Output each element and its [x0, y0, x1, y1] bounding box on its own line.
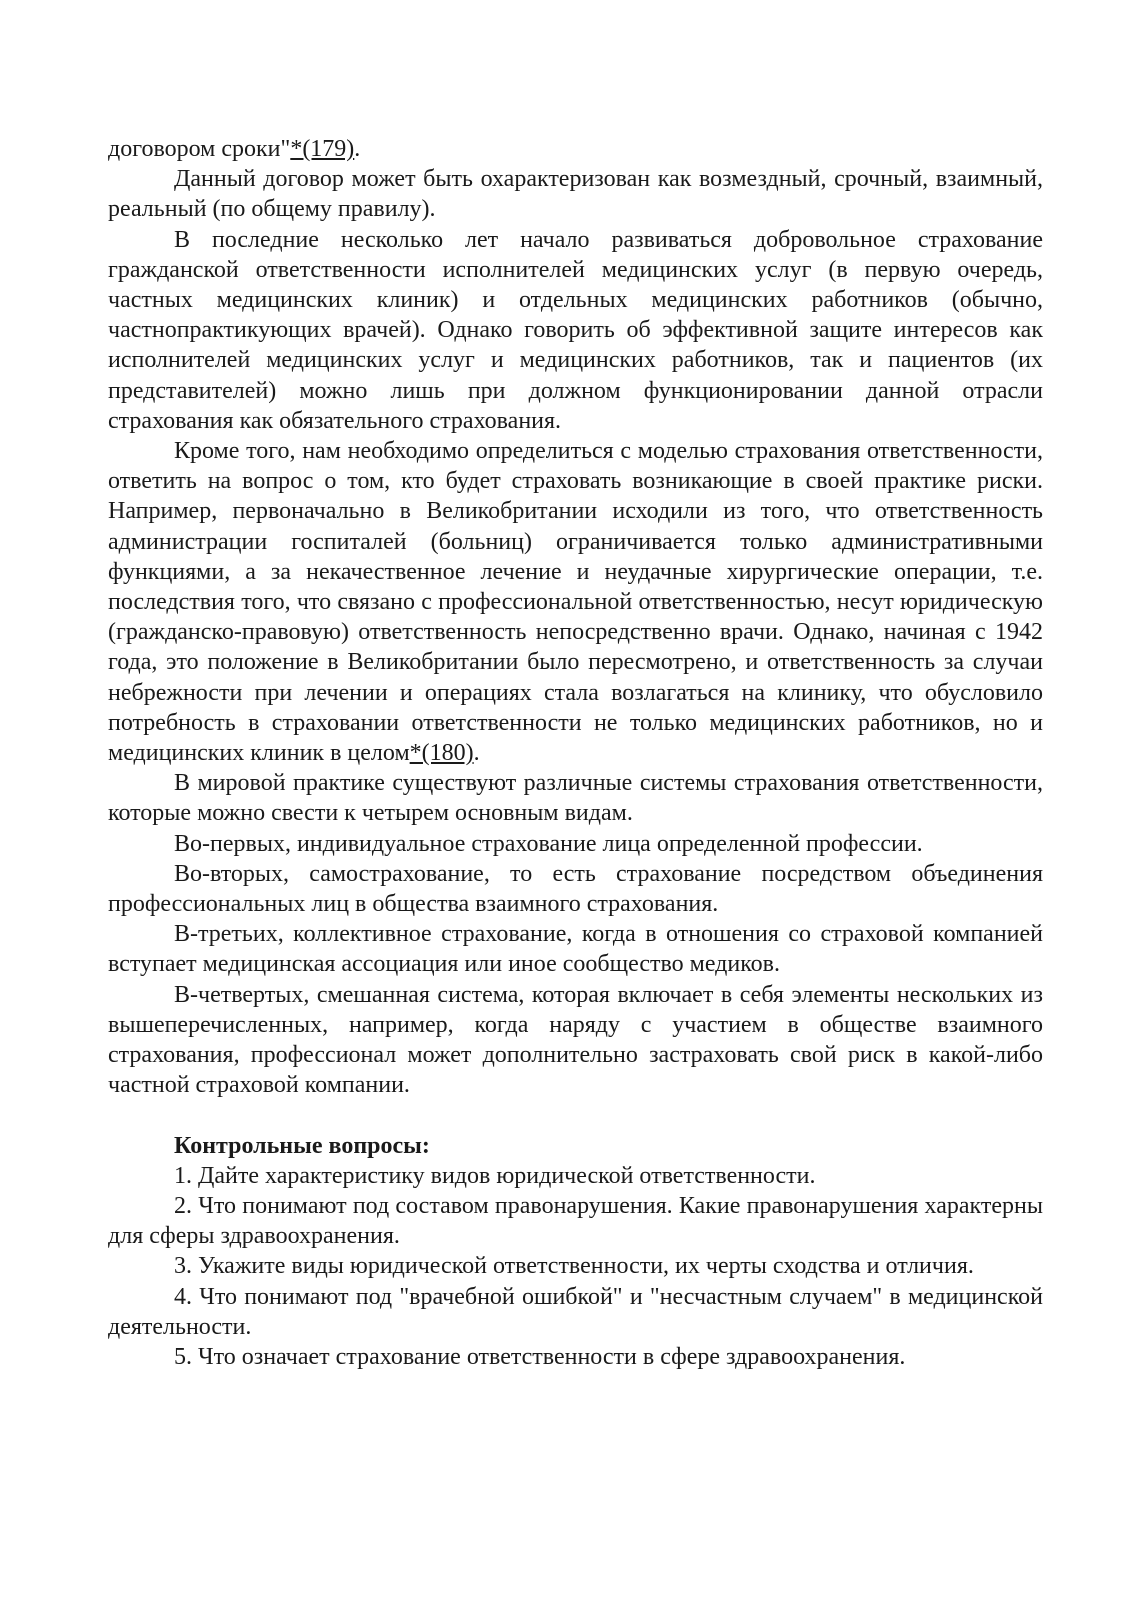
questions-heading: Контрольные вопросы:: [174, 1132, 430, 1159]
paragraph-tail: .: [354, 136, 361, 162]
document-page: [108, 134, 1043, 1372]
paragraph-third-type: В-третьих, коллективное страхование, когда в отношения со страховой компанией вступает медицинская ассоциация или иное сообщество медиков.: [108, 921, 1043, 978]
paragraph-insurance-model: [108, 436, 1043, 768]
paragraph-continuation: [108, 134, 1043, 164]
section-spacer: [108, 1101, 1043, 1131]
paragraph-world-practice: В мировой практике существуют различные системы страхования ответственности, которые можно свести к четырем основным видам.: [108, 770, 1043, 827]
paragraph-text: договором сроки": [108, 136, 291, 162]
question-item: 4. Что понимают под "врачебной ошибкой" и "несчастным случаем" в медицинской деятельности.: [108, 1283, 1043, 1340]
paragraph-voluntary-insurance: В последние несколько лет начало развиваться добровольное страхование гражданской ответственности исполнителей медицинских услуг (в первую очередь, частных медицинских клиник) и отдельных медицинских работников (обычно, частнопрактикующих врачей). Однако говорить об эффективной защите интересов как исполнителей медицинских услуг и медицинских работников, так и пациентов (их представителей) можно лишь при должном функционировании данной отрасли страхования как обязательного страхования.: [108, 226, 1043, 434]
question-item: 5. Что означает страхование ответственности в сфере здравоохранения.: [174, 1343, 906, 1370]
footnote-link-180[interactable]: *(180): [409, 740, 474, 767]
question-item: 3. Укажите виды юридической ответственности, их черты сходства и отличия.: [174, 1253, 974, 1280]
paragraph-second-type: Во-вторых, самострахование, то есть страхование посредством объединения профессиональных лиц в общества взаимного страхования.: [108, 860, 1043, 918]
question-item: 2. Что понимают под составом правонарушения. Какие правонарушения характерны для сферы здравоохранения.: [108, 1192, 1043, 1250]
paragraph-tail: .: [473, 740, 480, 767]
paragraph-fourth-type: В-четвертых, смешанная система, которая включает в себя элементы нескольких из вышеперечисленных, например, когда наряду с участием в обществе взаимного страхования, профессионал может дополнительно застраховать свой риск в какой-либо частной страховой компании.: [108, 981, 1043, 1099]
paragraph-first-type: Во-первых, индивидуальное страхование лица определенной профессии.: [174, 830, 923, 857]
paragraph-text: Кроме того, нам необходимо определиться с моделью страхования ответственности, ответить на вопрос о том, кто будет страховать возникающие в своей практике риски. Например, первоначально в Великобритании исходили из того, что ответственность администрации госпиталей (больниц) ограничивается только административными функциями, а за некачественное лечение и неудачные хирургические операции, т.е. последствия того, что связано с профессиональной ответственностью, несут юридическую (гражданско-правовую) ответственность непосредственно врачи. Однако, начиная с 1942 года, это положение в Великобритании было пересмотрено, и ответственность за случаи небрежности при лечении и операциях стала возлагаться на клинику, что обусловило потребность в страховании ответственности не только медицинских работников, но и медицинских клиник в целом: [108, 438, 1043, 767]
paragraph-contract-characteristics: Данный договор может быть охарактеризован как возмездный, срочный, взаимный, реальный (по общему правилу).: [108, 166, 1043, 223]
question-item: 1. Дайте характеристику видов юридической ответственности.: [174, 1162, 816, 1189]
footnote-link-179[interactable]: *(179): [290, 136, 355, 162]
